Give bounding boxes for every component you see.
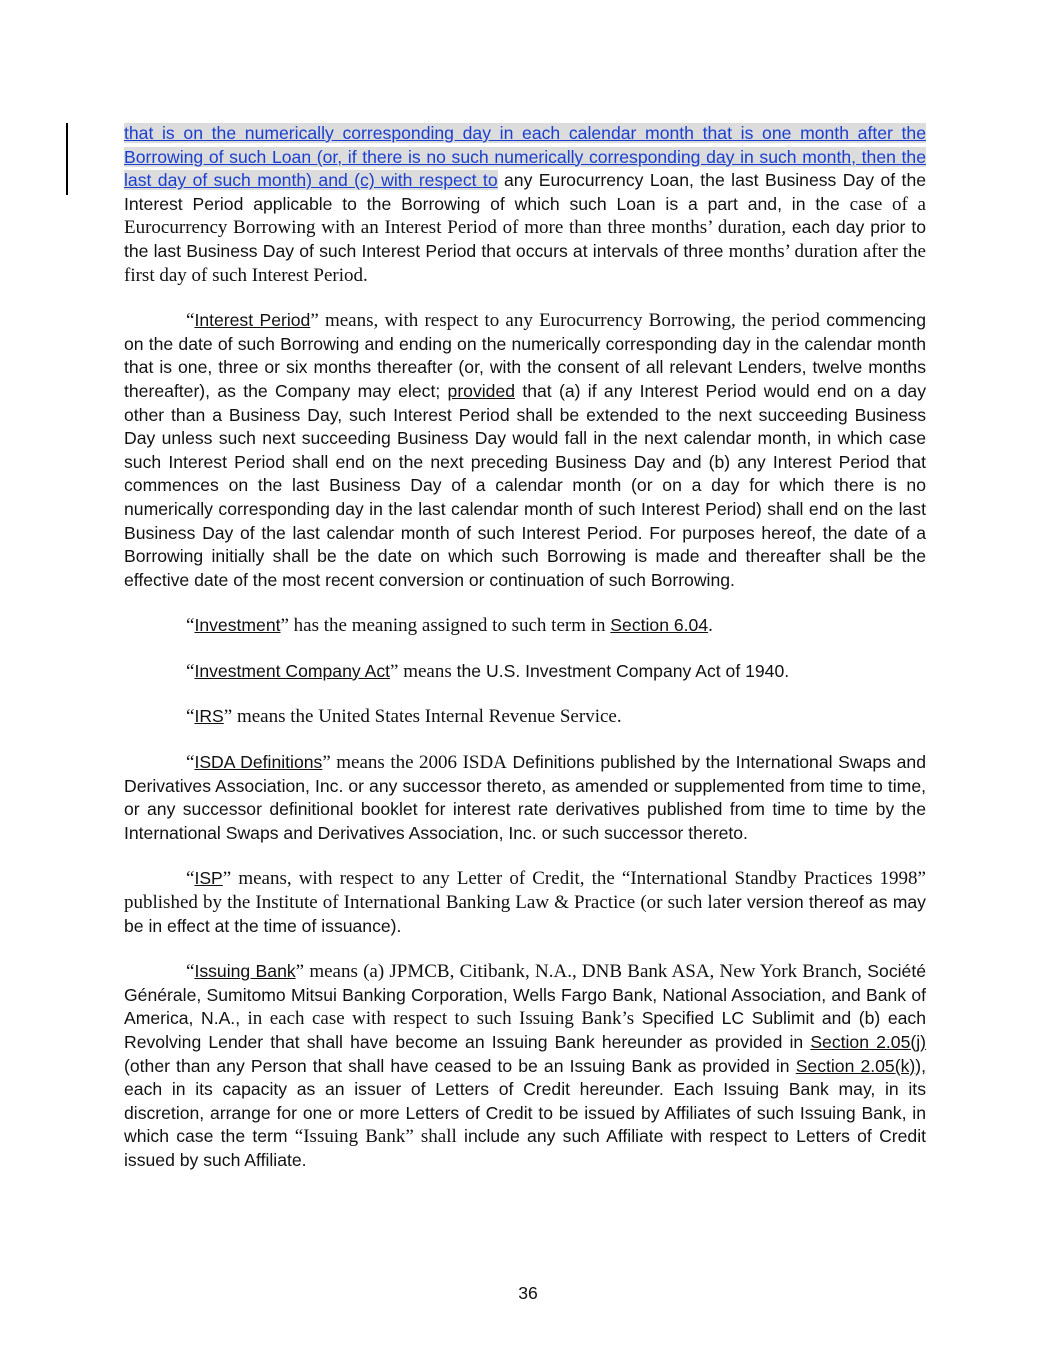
- definition-investment-company-act: “Investment Company Act” means the U.S. Investment Company Act of 1940.: [186, 660, 790, 682]
- revised-text: that is on the numerically corresponding day in each calendar month that is one month after the Borrowing of such Loan (or, if there is no such numerically corresponding day in such month, then the last day of such month) and (c) with respect to: [124, 123, 926, 191]
- page-number: 36: [518, 1283, 538, 1303]
- definition-isp: “ISP” means, with respect to any Letter of Credit, the “International Standby Practices 1998” published by the Institute of International Banking Law & Practice (or such later version thereof as may be in effect at the time of issuance).: [124, 868, 926, 936]
- section-reference: Section 6.04: [610, 615, 709, 636]
- definition-irs: “IRS” means the United States Internal Revenue Service.: [186, 706, 622, 728]
- revision-change-bar: [66, 123, 68, 195]
- section-reference: Section 2.05(k): [795, 1055, 916, 1076]
- section-reference: Section 2.05(j): [810, 1032, 926, 1052]
- definition-issuing-bank: “Issuing Bank” means (a) JPMCB, Citibank, N.A., DNB Bank ASA, New York Branch, Société Générale, Sumitomo Mitsui Banking Corporation, Wells Fargo Bank, National Association, and Bank of America, N.A., in each case with respect to such Issuing Bank’s Specified LC Sublimit and (b) each Revolving Lender that shall have become an Issuing Bank hereunder as provided in Section 2.05(j) (other than any Person that shall have ceased to be an Issuing Bank as provided in Section 2.05(k)), each in its capacity as an issuer of Letters of Credit hereunder. Each Issuing Bank may, in its discretion, arrange for one or more Letters of Credit to be issued by Affiliates of such Issuing Bank, in which case the term “Issuing Bank” shall include any such Affiliate with respect to Letters of Credit issued by such Affiliate.: [124, 961, 927, 1170]
- defined-term: Interest Period: [194, 310, 311, 331]
- paragraph-interest-payment-date-continuation: that is on the numerically corresponding day in each calendar month that is one month after the Borrowing of such Loan (or, if there is no such numerically corresponding day in such month, then the last day of such month) and (c) with respect to any Eurocurrency Loan, the last Business Day of the Interest Period applicable to the Borrowing of which such Loan is a part and, in the case of a Eurocurrency Borrowing with an Interest Period of more than three months’ duration, each day prior to the last Business Day of such Interest Period that occurs at intervals of three months’ duration after the first day of such Interest Period.: [124, 123, 927, 286]
- defined-term: Investment: [194, 615, 281, 636]
- definition-interest-period: “Interest Period” means, with respect to any Eurocurrency Borrowing, the period commencing on the date of such Borrowing and ending on the numerically corresponding day in the calendar month that is one, three or six months thereafter (or, with the consent of all relevant Lenders, twelve months thereafter), as the Company may elect; provided that (a) if any Interest Period would end on a day other than a Business Day, such Interest Period shall be extended to the next succeeding Business Day unless such next succeeding Business Day would fall in the next calendar month, in which case such Interest Period shall end on the next preceding Business Day and (b) any Interest Period that commences on the last Business Day of a calendar month (or on a day for which there is no numerically corresponding day in the last calendar month of such Interest Period) shall end on the last Business Day of the last calendar month of such Interest Period. For purposes hereof, the date of a Borrowing initially shall be the date on which such Borrowing is made and thereafter shall be the effective date of the most recent conversion or continuation of such Borrowing.: [124, 310, 927, 590]
- defined-term: ISP: [194, 868, 223, 889]
- defined-term: ISDA Definitions: [194, 752, 323, 773]
- document-page: [124, 122, 926, 1173]
- defined-term: Investment Company Act: [194, 660, 391, 681]
- defined-term: IRS: [194, 706, 224, 727]
- defined-term: Issuing Bank: [194, 961, 296, 982]
- definition-investment: “Investment” has the meaning assigned to such term in Section 6.04.: [186, 615, 713, 637]
- provided-term: provided: [447, 380, 516, 401]
- definition-isda-definitions: “ISDA Definitions” means the 2006 ISDA Definitions published by the International Swaps and Derivatives Association, Inc. or any successor thereto, as amended or supplemented from time to time, or any successor definitional booklet for interest rate derivatives published from time to time by the International Swaps and Derivatives Association, Inc. or such successor thereto.: [124, 752, 926, 843]
